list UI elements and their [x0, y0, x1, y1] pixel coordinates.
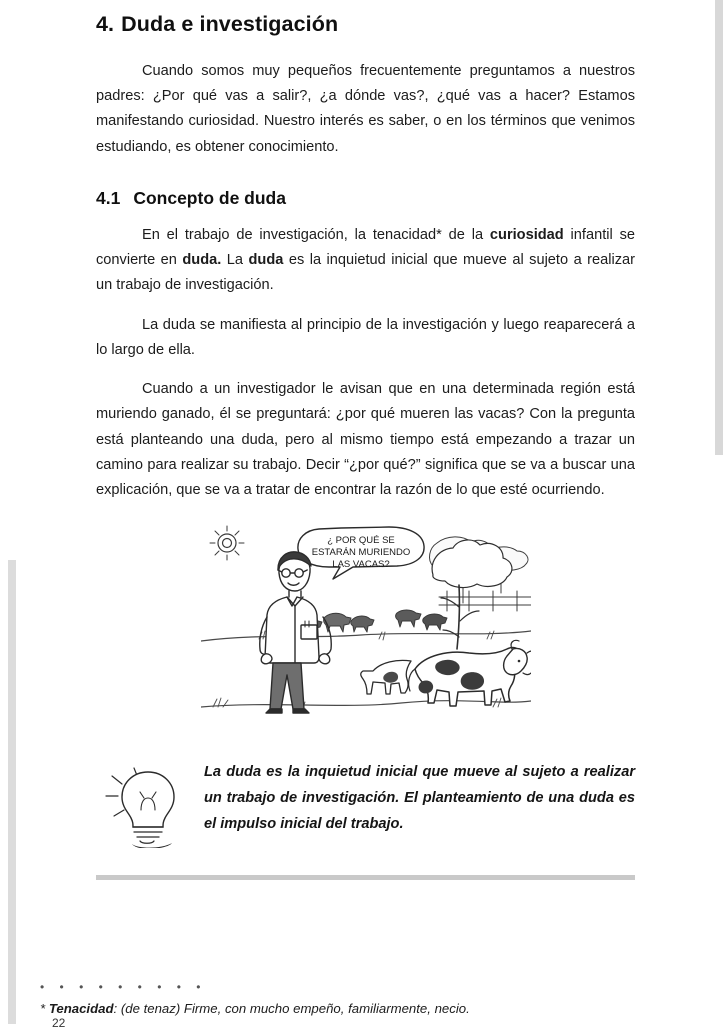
footnote-marker: * — [40, 1001, 46, 1016]
body-text: es la inquietud inicial que mueve al sujeto a realizar un trabajo de investigación. — [96, 252, 636, 294]
bubble-line-2: ESTARÁN MURIENDO — [311, 547, 410, 559]
section-heading — [96, 188, 635, 209]
footnote-dots: • • • • • • • • • — [40, 980, 207, 994]
body-text: En el trabajo de investigación, la tenacidad* de la — [142, 226, 490, 243]
lightbulb-icon — [96, 758, 204, 853]
horizontal-rule — [96, 875, 635, 880]
paragraph-manifestacion — [96, 313, 635, 363]
chapter-title-text: Duda e investigación — [121, 12, 339, 36]
page-number: 22 — [52, 1016, 66, 1030]
illustration-investigador-vacas — [201, 521, 531, 736]
emphasis-text: duda. — [182, 252, 222, 269]
callout-text: La duda es la inquietud inicial que mueve al sujeto a realizar un trabajo de investigación. El planteamiento de una duda es el impulso inicial del trabajo. — [204, 764, 635, 833]
body-text: infantil se convierte en — [96, 226, 635, 269]
emphasis-text: curiosidad — [489, 226, 564, 243]
body-text: La — [221, 252, 249, 269]
chapter-number: 4. — [96, 12, 115, 36]
footnote-definition: : (de tenaz) Firme, con mucho empeño, familiarmente, necio. — [113, 1001, 470, 1016]
body-text: La duda se manifiesta al principio de la investigación y luego reaparecerá a lo largo de ella. — [96, 316, 635, 358]
intro-paragraph: Cuando somos muy pequeños frecuentemente preguntamos a nuestros padres: ¿Por qué vas a salir?, ¿a dónde vas?, ¿qué vas a hacer? Estamos manifestando curiosidad. Nuestro interés es saber, o en los términos que venimos estudiando, es obtener conocimiento. — [96, 63, 635, 155]
section-title-text: Concepto de duda — [133, 187, 286, 208]
body-text: Cuando a un investigador le avisan que en una determinada región está muriendo ganado, él se preguntará: ¿por qué mueren las vacas? Con la pregunta está planteando una duda, pero al mismo tiempo está empezando a trazar un camino para realizar su trabajo. Decir “¿por qué?” significa que se va a buscar una explicación, que se va a tratar de encontrar la razón de lo que esté ocurriendo. — [96, 381, 635, 499]
section-number: 4.1 — [96, 187, 121, 208]
page-title — [96, 0, 635, 37]
footnote-text — [40, 1001, 683, 1016]
bubble-line-1: ¿ POR QUÉ SE — [326, 535, 395, 547]
footnote-term: Tenacidad — [48, 1001, 114, 1016]
footnote-area — [40, 980, 683, 1030]
emphasis-text: duda — [248, 252, 284, 269]
callout-box — [96, 758, 635, 853]
bubble-line-3: LAS VACAS? — [331, 559, 390, 571]
paragraph-concepto-duda — [96, 223, 635, 299]
paragraph-ejemplo-vacas — [96, 377, 635, 503]
